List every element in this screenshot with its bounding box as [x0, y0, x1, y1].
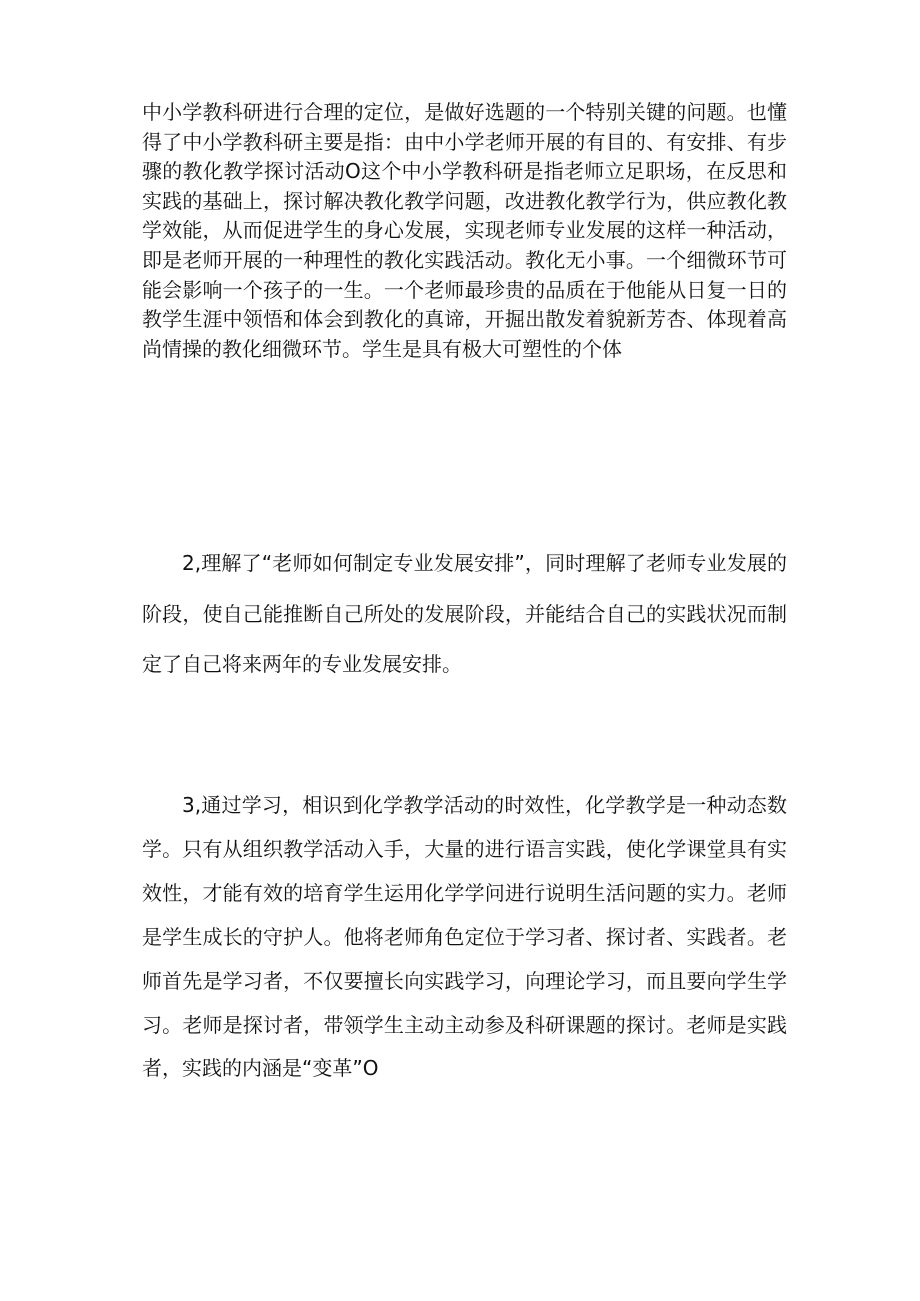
paragraph-1: 中小学教科研进行合理的定位，是做好选题的一个特别关键的问题。也懂得了中小学教科研主要是指：由中小学老师开展的有目的、有安排、有步骤的教化教学探讨活动O这个中小学教科研是指老师立足职场，在反思和实践的基础上，探讨解决教化教学问题，改进教化教学行为，供应教化教学效能，从而促进学生的身心发展，实现老师专业发展的这样一种活动，即是老师开展的一种理性的教化实践活动。教化无小事。一个细微环节可能会影响一个孩子的一生。一个老师最珍贵的品质在于他能从日复一日的教学生涯中领悟和体会到教化的真谛，开掘出散发着貌新芳杏、体现着高尚情操的教化细微环节。学生是具有极大可塑性的个体	[142, 100, 787, 361]
paragraph-3: 3,通过学习，相识到化学教学活动的时效性，化学教学是一种动态数学。只有从组织教学活动入手，大量的进行语言实践，使化学课堂具有实效性，才能有效的培育学生运用化学学问进行说明生活问题的实力。老师是学生成长的守护人。他将老师角色定位于学习者、探讨者、实践者。老师首先是学习者，不仅要擅长向实践学习，向理论学习，而且要向学生学习。老师是探讨者，带领学生主动主动参及科研课题的探讨。老师是实践者，实践的内涵是“变革”O	[142, 793, 787, 1081]
paragraph-2: 2,理解了“老师如何制定专业发展安排”，同时理解了老师专业发展的阶段，使自己能推断自己所处的发展阶段，并能结合自己的实践状况而制定了自己将来两年的专业发展安排。	[142, 551, 787, 676]
